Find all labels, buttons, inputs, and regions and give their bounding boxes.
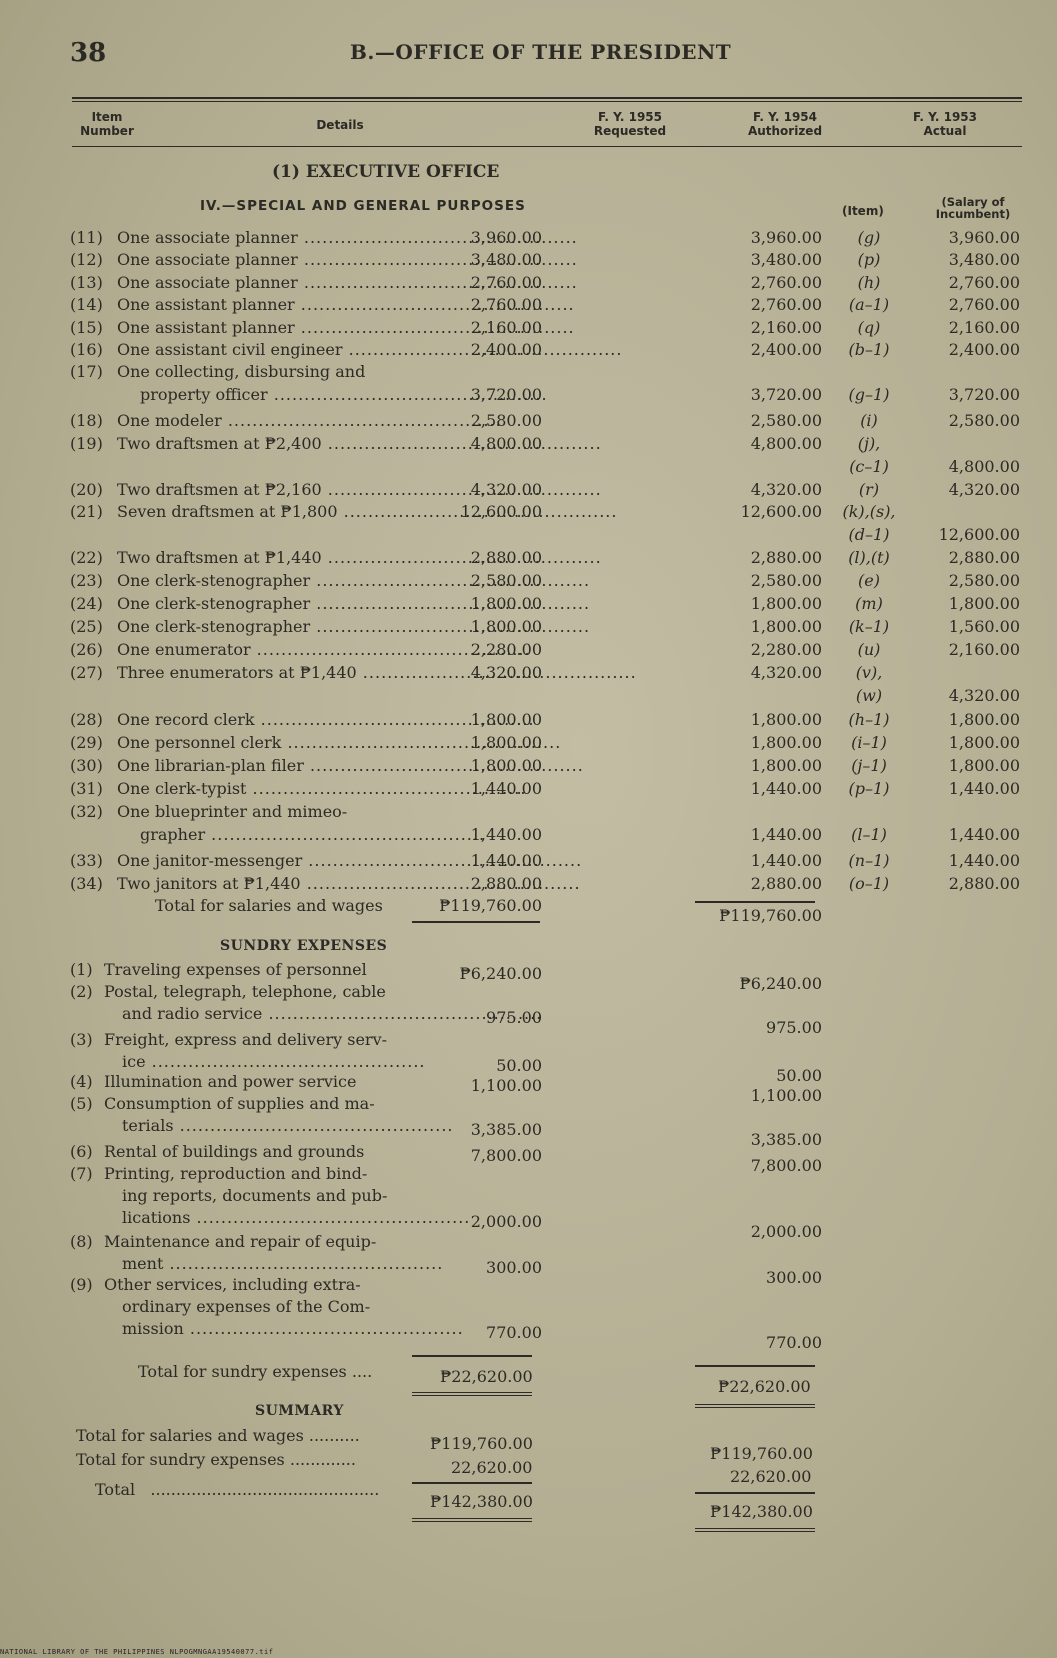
- summary-sundry-auth: 22,620.00: [730, 1467, 812, 1486]
- table-row: [0, 228, 1057, 250]
- authorized-amount: 2,160.00: [750, 318, 822, 337]
- requested-amount: 975.00: [486, 1008, 542, 1027]
- authorized-amount: 2,280.00: [750, 640, 822, 659]
- expense-number: (5): [70, 1094, 93, 1113]
- item-code: (a–1): [848, 295, 890, 314]
- requested-amount: 3,385.00: [470, 1120, 542, 1139]
- item-code: (g–1): [848, 385, 890, 404]
- item-code: (g): [857, 228, 881, 247]
- table-row: [0, 548, 1057, 570]
- table-row: [0, 756, 1057, 778]
- authorized-amount: 3,385.00: [750, 1130, 822, 1149]
- requested-amount: 2,880.00: [470, 548, 542, 567]
- expense-detail-continued: ordinary expenses of the Com-: [122, 1297, 371, 1316]
- authorized-amount: 7,800.00: [750, 1156, 822, 1175]
- actual-amount: 12,600.00: [938, 525, 1020, 544]
- expense-detail-continued: ment .....: [122, 1254, 443, 1273]
- table-row: [0, 318, 1057, 340]
- sundry-rule-req: [412, 1355, 532, 1357]
- item-detail: One collecting, disbursing and: [117, 362, 366, 381]
- salaries-total-rule-auth: [695, 901, 815, 903]
- actual-amount: 1,800.00: [948, 756, 1020, 775]
- authorized-amount: 1,800.00: [750, 710, 822, 729]
- item-code: (e): [858, 571, 880, 590]
- actual-amount: 2,880.00: [948, 874, 1020, 893]
- requested-amount: 1,100.00: [470, 1076, 542, 1095]
- item-code: (j–1): [851, 756, 887, 775]
- requested-amount: 1,800.00: [470, 594, 542, 613]
- item-detail: One clerk-stenographer .....: [117, 617, 590, 636]
- summary-heading: SUMMARY: [255, 1403, 344, 1419]
- authorized-amount: 50.00: [776, 1066, 822, 1085]
- requested-amount: 4,320.00: [470, 480, 542, 499]
- actual-amount: 1,800.00: [948, 733, 1020, 752]
- expense-number: (1): [70, 960, 93, 979]
- item-code: (l–1): [851, 825, 887, 844]
- item-detail: Seven draftsmen at ₱1,800 .....: [117, 502, 617, 521]
- authorized-amount: 1,800.00: [750, 756, 822, 775]
- header-rule-bottom: [72, 146, 1022, 147]
- item-number: (21): [70, 502, 103, 521]
- table-row: [0, 362, 1057, 404]
- authorized-amount: 2,580.00: [750, 571, 822, 590]
- table-row: [0, 802, 1057, 844]
- requested-amount: 770.00: [486, 1323, 542, 1342]
- expense-detail: Rental of buildings and grounds: [104, 1142, 365, 1161]
- item-code: (v),: [855, 663, 883, 682]
- sundry-total-double-rule-req: [412, 1392, 532, 1396]
- authorized-amount: 2,400.00: [750, 340, 822, 359]
- item-number: (34): [70, 874, 103, 893]
- item-code: (k–1): [848, 617, 890, 636]
- expense-detail: Traveling expenses of personnel: [104, 960, 367, 979]
- actual-amount: 1,800.00: [948, 594, 1020, 613]
- actual-amount: 2,160.00: [948, 318, 1020, 337]
- item-detail: One associate planner .....: [117, 250, 578, 269]
- item-number: (18): [70, 411, 103, 430]
- requested-amount: 7,800.00: [470, 1146, 542, 1165]
- item-number: (23): [70, 571, 103, 590]
- column-header-item-number: Item Number: [80, 110, 134, 138]
- expense-detail: Printing, reproduction and bind-: [104, 1164, 368, 1183]
- item-detail: Two janitors at ₱1,440 .....: [117, 874, 581, 893]
- column-header-fy1954: F. Y. 1954 Authorized: [747, 110, 823, 138]
- expense-detail-continued: terials .....: [122, 1116, 453, 1135]
- list-item: [0, 1094, 1057, 1149]
- expense-number: (9): [70, 1275, 93, 1294]
- grand-total-auth: ₱142,380.00: [710, 1502, 813, 1521]
- item-code: (o–1): [848, 874, 890, 893]
- item-code: (r): [858, 480, 880, 499]
- item-code: (j),: [857, 434, 881, 453]
- column-header-fy1955: F. Y. 1955 Requested: [593, 110, 667, 138]
- actual-amount: 2,760.00: [948, 273, 1020, 292]
- requested-amount: 3,960.00: [470, 228, 542, 247]
- sundry-total-req: ₱22,620.00: [440, 1367, 533, 1386]
- authorized-amount: 1,800.00: [750, 617, 822, 636]
- authorized-amount: 975.00: [766, 1018, 822, 1037]
- item-detail-continued: grapher .....: [140, 825, 485, 844]
- item-code: (u): [857, 640, 881, 659]
- grand-total-double-rule-req: [412, 1518, 532, 1522]
- item-detail: One janitor-messenger .....: [117, 851, 582, 870]
- actual-amount: 3,480.00: [948, 250, 1020, 269]
- table-row: [0, 594, 1057, 616]
- expense-detail: Postal, telegraph, telephone, cable: [104, 982, 386, 1001]
- actual-amount: 2,400.00: [948, 340, 1020, 359]
- expense-detail: Freight, express and delivery serv-: [104, 1030, 388, 1049]
- item-code: (k),(s),: [842, 502, 896, 521]
- table-row: [0, 295, 1057, 317]
- actual-amount: 1,560.00: [948, 617, 1020, 636]
- item-number: (11): [70, 228, 103, 247]
- item-detail: One associate planner .....: [117, 273, 578, 292]
- authorized-amount: ₱6,240.00: [739, 974, 822, 993]
- item-number: (24): [70, 594, 103, 613]
- expense-number: (6): [70, 1142, 93, 1161]
- requested-amount: ₱6,240.00: [459, 964, 542, 983]
- table-row: [0, 434, 1057, 476]
- item-detail: One enumerator .....: [117, 640, 531, 659]
- table-row: [0, 733, 1057, 755]
- item-detail: Two draftsmen at ₱1,440 .....: [117, 548, 602, 567]
- column-header-fy1953: F. Y. 1953 Actual: [912, 110, 977, 138]
- list-item: [0, 982, 1057, 1037]
- item-code: (q): [857, 318, 881, 337]
- requested-amount: 1,440.00: [470, 825, 542, 844]
- item-detail: One clerk-stenographer .....: [117, 594, 590, 613]
- table-row: [0, 851, 1057, 873]
- subsection-title: IV.—SPECIAL AND GENERAL PURPOSES: [200, 198, 526, 214]
- actual-amount: 2,760.00: [948, 295, 1020, 314]
- item-code: (l),(t): [848, 548, 890, 567]
- table-row: [0, 411, 1057, 433]
- requested-amount: 3,720.00: [470, 385, 542, 404]
- item-detail: One assistant planner .....: [117, 318, 575, 337]
- actual-amount: 1,440.00: [948, 825, 1020, 844]
- item-number: (31): [70, 779, 103, 798]
- item-number: (33): [70, 851, 103, 870]
- requested-amount: 2,880.00: [470, 874, 542, 893]
- item-code: (p–1): [848, 779, 890, 798]
- requested-amount: 4,320.00: [470, 663, 542, 682]
- requested-amount: 1,800.00: [470, 617, 542, 636]
- item-detail: One record clerk .....: [117, 710, 535, 729]
- requested-amount: 4,800.00: [470, 434, 542, 453]
- actual-amount: 3,960.00: [948, 228, 1020, 247]
- sundry-heading: SUNDRY EXPENSES: [220, 938, 388, 954]
- item-number: (14): [70, 295, 103, 314]
- page-number: 38: [70, 38, 107, 68]
- actual-amount: 1,440.00: [948, 779, 1020, 798]
- requested-amount: 12,600.00: [460, 502, 542, 521]
- authorized-amount: 3,480.00: [750, 250, 822, 269]
- item-number: (28): [70, 710, 103, 729]
- table-row: [0, 874, 1057, 896]
- summary-salaries-label: Total for salaries and wages ..........: [76, 1426, 360, 1445]
- authorized-amount: 1,440.00: [750, 851, 822, 870]
- summary-sundry-label: Total for sundry expenses .............: [76, 1450, 356, 1469]
- item-number: (17): [70, 362, 103, 381]
- header-rule-top: [72, 97, 1022, 99]
- requested-amount: 2,280.00: [470, 640, 542, 659]
- table-row: [0, 710, 1057, 732]
- actual-amount: 4,320.00: [948, 480, 1020, 499]
- expense-number: (3): [70, 1030, 93, 1049]
- expense-detail: Consumption of supplies and ma-: [104, 1094, 375, 1113]
- salary-subheader: (Salary of Incumbent): [935, 195, 1011, 221]
- expense-detail: Maintenance and repair of equip-: [104, 1232, 377, 1251]
- summary-rule-auth: [695, 1492, 815, 1494]
- authorized-amount: 4,320.00: [750, 480, 822, 499]
- item-number: (29): [70, 733, 103, 752]
- authorized-amount: 1,100.00: [750, 1086, 822, 1105]
- item-code: (h): [857, 273, 881, 292]
- item-detail: One clerk-typist .....: [117, 779, 526, 798]
- expense-detail-continued: and radio service .....: [122, 1004, 542, 1023]
- authorized-amount: 2,000.00: [750, 1222, 822, 1241]
- expense-number: (4): [70, 1072, 93, 1091]
- item-detail: One clerk-stenographer .....: [117, 571, 590, 590]
- expense-detail: Other services, including extra-: [104, 1275, 361, 1294]
- scan-footer: NATIONAL LIBRARY OF THE PHILIPPINES NLPOGMNGAA19540077.tif: [0, 1648, 274, 1656]
- requested-amount: 2,760.00: [470, 273, 542, 292]
- expense-detail-continued: lications .....: [122, 1208, 470, 1227]
- table-row: [0, 779, 1057, 801]
- actual-amount: 2,880.00: [948, 548, 1020, 567]
- page-heading: B.—OFFICE OF THE PRESIDENT: [350, 40, 732, 64]
- salaries-total-auth: ₱119,760.00: [719, 906, 822, 925]
- expense-number: (2): [70, 982, 93, 1001]
- item-detail: One librarian-plan filer .....: [117, 756, 584, 775]
- requested-amount: 2,400.00: [470, 340, 542, 359]
- item-code: (b–1): [848, 340, 890, 359]
- table-row: [0, 273, 1057, 295]
- authorized-amount: 3,720.00: [750, 385, 822, 404]
- authorized-amount: 2,880.00: [750, 874, 822, 893]
- actual-amount: 3,720.00: [948, 385, 1020, 404]
- actual-amount: 1,800.00: [948, 710, 1020, 729]
- item-code-continued: (c–1): [849, 457, 889, 476]
- item-number: (15): [70, 318, 103, 337]
- item-number: (32): [70, 802, 103, 821]
- table-row: [0, 663, 1057, 705]
- item-number: (22): [70, 548, 103, 567]
- summary-salaries-auth: ₱119,760.00: [710, 1444, 813, 1463]
- item-code: (h–1): [848, 710, 890, 729]
- authorized-amount: 12,600.00: [740, 502, 822, 521]
- item-detail-continued: property officer .....: [140, 385, 548, 404]
- authorized-amount: 770.00: [766, 1333, 822, 1352]
- item-subheader: (Item): [842, 204, 884, 218]
- requested-amount: 2,580.00: [470, 411, 542, 430]
- authorized-amount: 2,880.00: [750, 548, 822, 567]
- item-number: (16): [70, 340, 103, 359]
- header-rule-top-thin: [72, 101, 1022, 102]
- authorized-amount: 300.00: [766, 1268, 822, 1287]
- requested-amount: 1,800.00: [470, 710, 542, 729]
- table-row: [0, 340, 1057, 362]
- item-detail: One assistant civil engineer .....: [117, 340, 622, 359]
- requested-amount: 2,160.00: [470, 318, 542, 337]
- expense-detail-continued: ing reports, documents and pub-: [122, 1186, 388, 1205]
- sundry-total-double-rule-auth: [695, 1404, 815, 1408]
- item-code: (i): [860, 411, 878, 430]
- section-title: (1) EXECUTIVE OFFICE: [272, 162, 500, 182]
- actual-amount: 4,320.00: [948, 686, 1020, 705]
- salaries-total-req: ₱119,760.00: [439, 896, 542, 915]
- table-row: [0, 502, 1057, 544]
- authorized-amount: 2,580.00: [750, 411, 822, 430]
- item-code: (m): [855, 594, 883, 613]
- item-number: (19): [70, 434, 103, 453]
- authorized-amount: 3,960.00: [750, 228, 822, 247]
- requested-amount: 1,440.00: [470, 851, 542, 870]
- table-row: [0, 571, 1057, 593]
- item-number: (27): [70, 663, 103, 682]
- item-detail: Three enumerators at ₱1,440 .....: [117, 663, 637, 682]
- requested-amount: 1,800.00: [470, 733, 542, 752]
- item-number: (20): [70, 480, 103, 499]
- requested-amount: 2,000.00: [470, 1212, 542, 1231]
- column-header-details: Details: [316, 118, 364, 132]
- expense-number: (8): [70, 1232, 93, 1251]
- actual-amount: 2,580.00: [948, 571, 1020, 590]
- requested-amount: 3,480.00: [470, 250, 542, 269]
- authorized-amount: 1,800.00: [750, 594, 822, 613]
- actual-amount: 4,800.00: [948, 457, 1020, 476]
- requested-amount: 50.00: [496, 1056, 542, 1075]
- salaries-total-label: Total for salaries and wages: [155, 896, 383, 915]
- item-detail: Two draftsmen at ₱2,400 .....: [117, 434, 602, 453]
- list-item: [0, 1164, 1057, 1241]
- authorized-amount: 1,800.00: [750, 733, 822, 752]
- item-number: (13): [70, 273, 103, 292]
- requested-amount: 1,440.00: [470, 779, 542, 798]
- sundry-rule-auth: [695, 1365, 815, 1367]
- item-detail: One assistant planner .....: [117, 295, 575, 314]
- authorized-amount: 1,440.00: [750, 825, 822, 844]
- item-number: (12): [70, 250, 103, 269]
- expense-detail-continued: ice .....: [122, 1052, 426, 1071]
- item-code: (p): [857, 250, 881, 269]
- table-row: [0, 250, 1057, 272]
- authorized-amount: 4,320.00: [750, 663, 822, 682]
- summary-sundry-req: 22,620.00: [451, 1458, 533, 1477]
- expense-number: (7): [70, 1164, 93, 1183]
- list-item: [0, 1275, 1057, 1352]
- grand-total-double-rule-auth: [695, 1528, 815, 1532]
- item-code-continued: (d–1): [848, 525, 890, 544]
- item-code: (n–1): [848, 851, 890, 870]
- item-number: (30): [70, 756, 103, 775]
- item-code-continued: (w): [855, 686, 883, 705]
- item-detail: One personnel clerk .....: [117, 733, 561, 752]
- grand-total-label: Total .............................................: [95, 1480, 380, 1499]
- table-row: [0, 480, 1057, 502]
- expense-detail: Illumination and power service: [104, 1072, 357, 1091]
- salaries-total-rule-req: [412, 921, 540, 923]
- actual-amount: 1,440.00: [948, 851, 1020, 870]
- table-row: [0, 617, 1057, 639]
- actual-amount: 2,160.00: [948, 640, 1020, 659]
- requested-amount: 300.00: [486, 1258, 542, 1277]
- salaries-total-row: [0, 896, 1057, 925]
- item-detail: One associate planner .....: [117, 228, 578, 247]
- authorized-amount: 4,800.00: [750, 434, 822, 453]
- item-code: (i–1): [851, 733, 887, 752]
- authorized-amount: 2,760.00: [750, 295, 822, 314]
- expense-detail-continued: mission .....: [122, 1319, 464, 1338]
- summary-salaries-req: ₱119,760.00: [430, 1434, 533, 1453]
- item-detail: One blueprinter and mimeo-: [117, 802, 348, 821]
- sundry-total-auth: ₱22,620.00: [718, 1377, 811, 1396]
- grand-total-req: ₱142,380.00: [430, 1492, 533, 1511]
- authorized-amount: 2,760.00: [750, 273, 822, 292]
- item-detail: Two draftsmen at ₱2,160 .....: [117, 480, 602, 499]
- actual-amount: 2,580.00: [948, 411, 1020, 430]
- item-detail: One modeler .....: [117, 411, 502, 430]
- requested-amount: 1,800.00: [470, 756, 542, 775]
- table-row: [0, 640, 1057, 662]
- summary-rule-req: [412, 1482, 532, 1484]
- requested-amount: 2,760.00: [470, 295, 542, 314]
- item-number: (26): [70, 640, 103, 659]
- requested-amount: 2,580.00: [470, 571, 542, 590]
- authorized-amount: 1,440.00: [750, 779, 822, 798]
- sundry-total-label: Total for sundry expenses ....: [138, 1362, 373, 1381]
- item-number: (25): [70, 617, 103, 636]
